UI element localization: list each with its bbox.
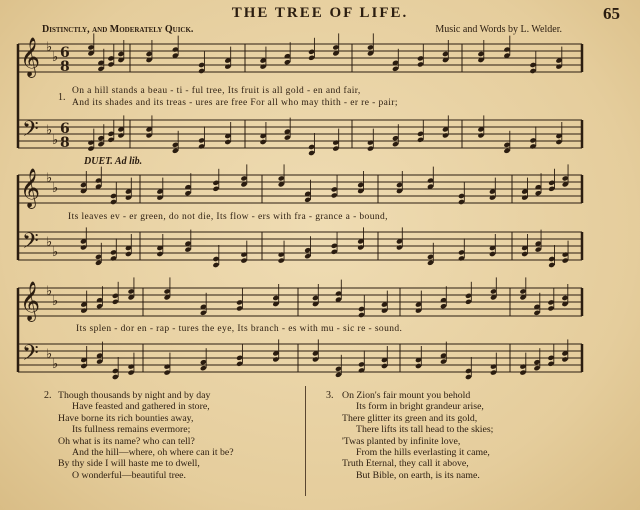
stanza-line: Though thousands by night and by day — [58, 390, 211, 401]
lyric-final-line: Its splen - dor en - rap - tures the eye, Its branch - es with mu - sic re - sound. — [76, 324, 403, 334]
flat-sign: ♭ — [52, 294, 59, 309]
flat-sign: ♭ — [52, 50, 59, 65]
verse-number: 1. — [58, 92, 66, 103]
lyric-duet-line: Its leaves ev - er green, do not die, Its flow - ers with fra - grance a - bound, — [68, 212, 388, 222]
flat-sign: ♭ — [46, 347, 53, 362]
flat-sign: ♭ — [52, 357, 59, 372]
stanza-line: Have feasted and gathered in store, — [72, 401, 210, 413]
time-signature-top: 6 — [60, 121, 70, 137]
composer-credit: Music and Words by L. Welder. — [435, 24, 562, 35]
flat-sign: ♭ — [46, 235, 53, 250]
stanza-line: Have borne its rich bounties away, — [58, 412, 194, 424]
stanza-line: There glitter its green and its gold, — [342, 412, 478, 424]
bass-clef: 𝄢 — [22, 229, 39, 259]
stanza-line: O wonderful—beautiful tree. — [72, 469, 186, 481]
flat-sign: ♭ — [46, 123, 53, 138]
flat-sign: ♭ — [52, 245, 59, 260]
flat-sign: ♭ — [46, 284, 53, 299]
lyric-line-1: On a hill stands a beau - ti - ful tree, Its fruit is all gold - en and fair, — [72, 86, 361, 96]
stanza-line: There lifts its tall head to the skies; — [356, 424, 494, 436]
flat-sign: ♭ — [46, 40, 53, 55]
lyric-line-2: And its shades and its treas - ures are free For all who may thith - er re - pair; — [72, 98, 398, 108]
treble-clef: 𝄞 — [20, 168, 41, 208]
flat-sign: ♭ — [52, 181, 59, 196]
time-signature-top: 6 — [60, 45, 70, 61]
flat-sign: ♭ — [46, 171, 53, 186]
page-title: THE TREE OF LIFE. — [231, 5, 409, 21]
stanza-line: Oh what is its name? who can tell? — [58, 435, 195, 447]
stanza-line: But Bible, on earth, is its name. — [356, 469, 480, 481]
stanza-2 — [44, 390, 234, 481]
stanza-2-number: 2. — [44, 390, 52, 401]
bass-clef: 𝄢 — [22, 341, 39, 371]
flat-sign: ♭ — [52, 133, 59, 148]
stanza-line: By thy side I will haste me to dwell, — [58, 458, 200, 470]
treble-clef: 𝄞 — [20, 281, 41, 321]
page-number: 65 — [603, 4, 620, 23]
stanza-line: Its fullness remains evermore; — [72, 424, 191, 436]
stanza-line: On Zion's fair mount you behold — [342, 390, 471, 401]
stanza-line: And the hill—where, oh where can it be? — [72, 447, 234, 459]
stanza-line: Truth Eternal, they call it above, — [342, 458, 469, 470]
stanza-line: From the hills everlasting it came, — [356, 447, 490, 459]
time-signature-bottom: 8 — [60, 135, 70, 151]
treble-clef: 𝄞 — [20, 37, 41, 77]
stanza-3 — [326, 390, 493, 481]
time-signature-bottom: 8 — [60, 59, 70, 75]
tempo-marking: Distinctly, and Moderately Quick. — [42, 24, 194, 35]
stanza-line: Its form in bright grandeur arise, — [356, 401, 484, 413]
stanza-3-number: 3. — [326, 390, 334, 401]
bass-clef: 𝄢 — [22, 117, 39, 147]
duet-label: DUET. Ad lib. — [84, 156, 143, 167]
stanza-divider — [305, 386, 306, 496]
stanza-line: 'Twas planted by infinite love, — [342, 435, 461, 447]
